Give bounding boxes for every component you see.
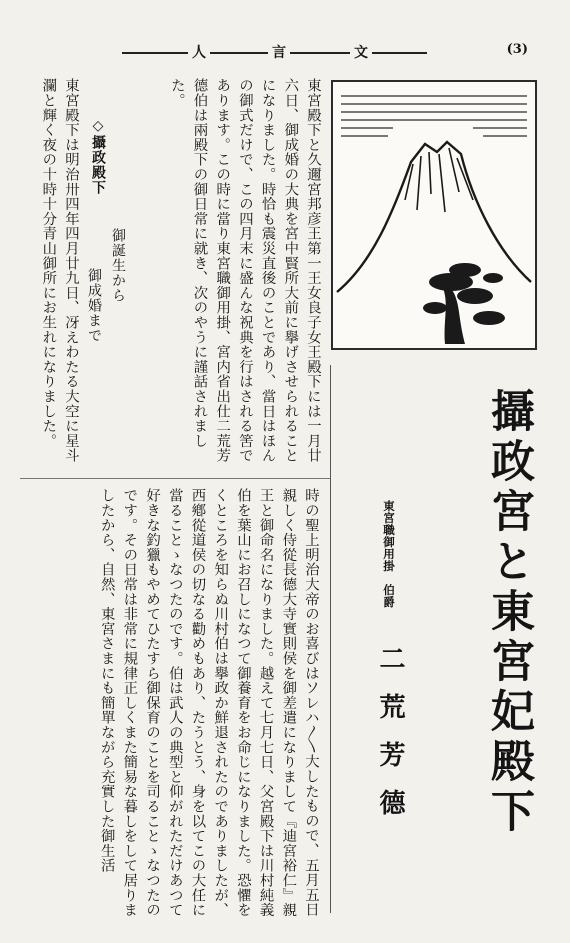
upper-left-paragraph: 東宮殿下は明治卅四年四月廿九日、冴えわたる大空に星斗瀾と輝く夜の十時十分青山御所にお生れになりました。 bbox=[40, 78, 79, 463]
mount-fuji-and-pine-illustration bbox=[333, 82, 535, 348]
subheading-to-wedding: 御成婚まで bbox=[86, 268, 102, 343]
byline-role: 東宮職御用掛 伯爵 bbox=[382, 500, 396, 608]
lower-paragraph: 時の聖上明治大帝のお喜びはソレハ〱大したもので、五月五日親しく侍從長德大寺實則侯を御差遣になりまして『迪宮裕仁』親王と御命名になりました。越えて七月七日、父宮殿下は川村純義伯を葉山にお召しになつて御養育をお命じになりました。恐懼をくところを知らぬ川村伯は擧政か鮮退されたのでありましたが、西鄕從道侯の切なる勸めもあり、たうとう、身を以てこの大任に當ることゝなつたのです。伯は武人の典型と仰がれただけあつて好きな釣獵もやめてひたすら御保育のことを司ることゝなつたのです。その日常は非常に規律正しくまた簡易な暮しをして居りましたから、自然、東宮さまにも簡單ながら充實した御生活 bbox=[98, 488, 319, 918]
column-divider-vertical bbox=[330, 365, 331, 913]
header-char-2: 言 bbox=[268, 42, 290, 62]
subheading-regent: ◇攝政殿下 bbox=[90, 118, 106, 195]
upper-right-paragraph: 東宮殿下と久邇宮邦彦王第一王女良子女王殿下には一月廿六日、御成婚の大典を宮中賢所大前に擧げさせられることになりました。時恰も震災直後のことであり、當日はほんの御式だけで、この四月末に盛んな祝典を行はされる筈であります。この時に當り東宮職御用掛、宮内省出仕二荒芳德伯は兩殿下の御日常に就き、次のやうに謹話されました。 bbox=[168, 78, 321, 463]
subheading-from-birth: 御誕生から bbox=[110, 228, 126, 303]
article-title: 攝政宮と東宮妃殿下 bbox=[483, 388, 534, 838]
header-char-1: 人 bbox=[188, 42, 210, 62]
column-divider-horizontal bbox=[20, 478, 330, 479]
header-char-3: 文 bbox=[350, 42, 372, 62]
page-number: (3) bbox=[506, 42, 528, 57]
mount-fuji-illustration bbox=[331, 80, 537, 350]
byline-author: 二荒芳德 bbox=[375, 645, 405, 837]
